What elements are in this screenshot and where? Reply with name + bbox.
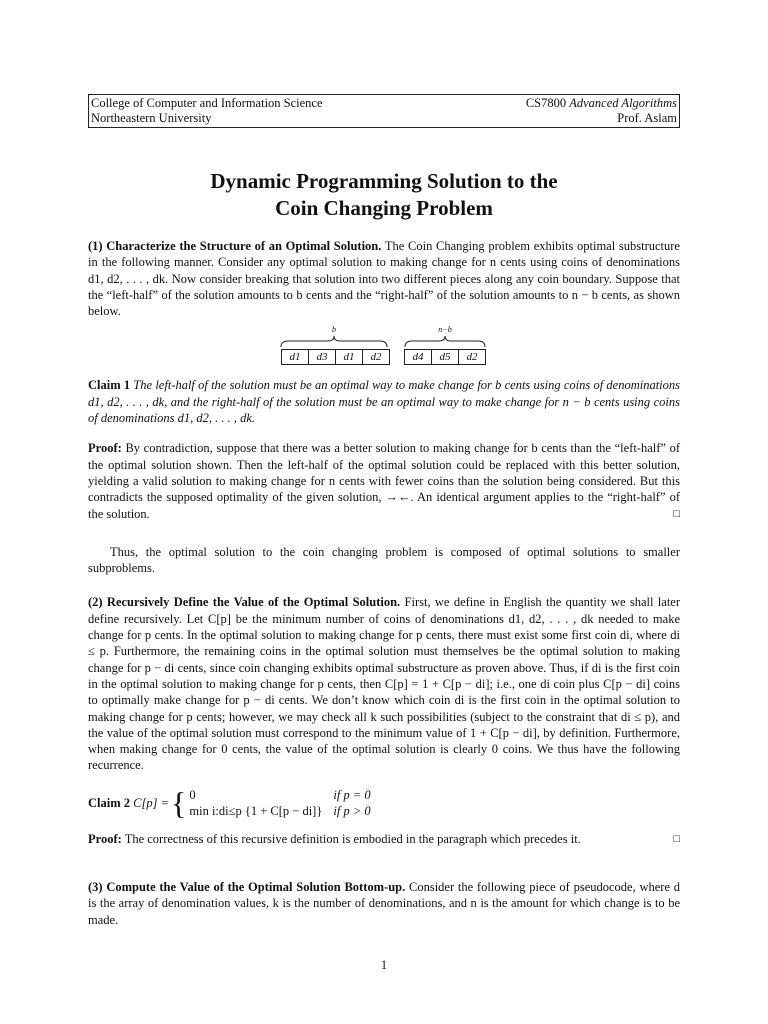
course-header-box (88, 94, 680, 128)
coin-cell: d3 (309, 350, 336, 364)
left-coins (281, 349, 390, 365)
coin-cell: d1 (282, 350, 309, 364)
right-coins (404, 349, 486, 365)
course-title: Advanced Algorithms (569, 96, 677, 110)
section-3-paragraph (88, 879, 680, 928)
coin-cell: d2 (466, 351, 478, 364)
case-1-condition: if p = 0 (333, 787, 371, 802)
case-1-value: 0 (189, 787, 196, 802)
left-brace-icon: { (171, 785, 187, 822)
header-right (526, 96, 677, 126)
course-code: CS7800 (525, 96, 567, 110)
right-brace-label: n−b (438, 325, 452, 335)
claim-2 (88, 785, 680, 822)
left-brace-shape (280, 335, 388, 349)
section-1-text: The Coin Changing problem exhibits optimal substructure in the following manner. Consider any optimal solution to making change for n cents using coins of denominations d1, d2, . . . , dk. Now consider breaking that solution into two different pieces along any coin boundary. Suppose that the “left-half” of the solution amounts to b cents and the “right-half” of the solution amounts to n − b cents, as shown below. (88, 239, 680, 319)
qed-box-icon: □ (673, 832, 680, 845)
section-2-heading: (2) Recursively Define the Value of the Optimal Solution. (88, 595, 401, 610)
coin-split-figure (88, 327, 680, 367)
section-2-text: First, we define in English the quantity we shall later define recursively. Let C[p] be the minimum number of coins of denominations d1, d2, . . . , dk needed to make change for p cents. In the optimal solution to making change for p cents, there must exist some first coin di, where di ≤ p. Furthermore, the remaining coins in the optimal solution must themselves be the optimal solution to making change for p − di cents, since coin changing exhibits optimal substructure as proven above. Thus, if di is the first coin in the optimal solution to making change for p cents, then C[p] = 1 + C[p − di]; i.e., one di coin plus C[p − di] coins to optimally make change for p − di cents. We don’t know which coin di is the first coin in the optimal solution to making change for p cents; however, we may check all k such possibilities (subject to the constraint that di ≤ p), and the value of the optimal solution must correspond to the minimum value of 1 + C[p − di], by definition. Furthermore, when making change for 0 cents, the value of the optimal solution is clearly 0 coins. We thus have the following recurrence. (88, 595, 681, 773)
coin-cell: d2 (370, 351, 382, 364)
claim-2-heading: Claim 2 (88, 795, 131, 810)
professor-name: Prof. Aslam (617, 111, 677, 125)
proof-1-heading: Proof: (88, 441, 122, 456)
coin-cell: d1 (336, 350, 363, 364)
coin-cell: d5 (432, 350, 459, 364)
claim-1-heading: Claim 1 (88, 378, 131, 393)
proof-2 (88, 831, 680, 847)
recurrence-cases (189, 788, 370, 819)
college-name: College of Computer and Information Science (91, 96, 323, 110)
section-1-paragraph (88, 238, 680, 319)
course-line (526, 96, 677, 111)
proof-1-text: By contradiction, suppose that there was a better solution to making change for b cents than the “left-half” of the optimal solution shown. Then the left-half of the optimal solution could be replaced with this better solution, yielding a valid solution to making change for n cents with fewer coins than the solution being considered. But this contradicts the supposed optimality of the given solution, →←. An identical argument applies to the “right-half” of the solution. (88, 441, 681, 521)
section-3-text: Consider the following piece of pseudocode, where d is the array of denomination values, k is the number of denominations, and n is the amount for which change is to be made. (88, 880, 681, 927)
proof-2-heading: Proof: (88, 831, 122, 846)
coin-cell: d4 (405, 350, 432, 364)
thus-paragraph: Thus, the optimal solution to the coin changing problem is composed of optimal solutions to smaller subproblems. (88, 544, 680, 576)
qed-box-icon: □ (673, 507, 680, 520)
page-number: 1 (380, 958, 388, 972)
title-line-1: Dynamic Programming Solution to the (210, 169, 558, 193)
proof-2-text: The correctness of this recursive definition is embodied in the paragraph which precedes it. (124, 831, 581, 846)
claim-1 (88, 377, 680, 426)
section-1-heading: (1) Characterize the Structure of an Optimal Solution. (88, 239, 382, 253)
section-3-heading: (3) Compute the Value of the Optimal Solution Bottom-up. (88, 880, 406, 895)
university-name: Northeastern University (91, 111, 212, 125)
case-2-value: min i:di≤p {1 + C[p − di]} (189, 803, 323, 818)
left-brace-label: b (332, 325, 336, 335)
section-2-paragraph (88, 594, 680, 773)
case-2-condition: if p > 0 (333, 803, 371, 818)
document-title (88, 168, 680, 222)
right-brace-shape (404, 335, 486, 349)
claim-1-text: The left-half of the solution must be an optimal way to make change for b cents using coins of denominations d1, d2, . . . , dk, and the right-half of the solution must be an optimal way to make change for n − b cents using coins of denominations d1, d2, . . . , dk. (88, 378, 681, 426)
title-line-2: Coin Changing Problem (275, 196, 493, 220)
document-page (88, 94, 680, 928)
header-left (91, 96, 323, 126)
proof-1 (88, 440, 680, 521)
recurrence-lhs: C[p] = (133, 795, 170, 810)
